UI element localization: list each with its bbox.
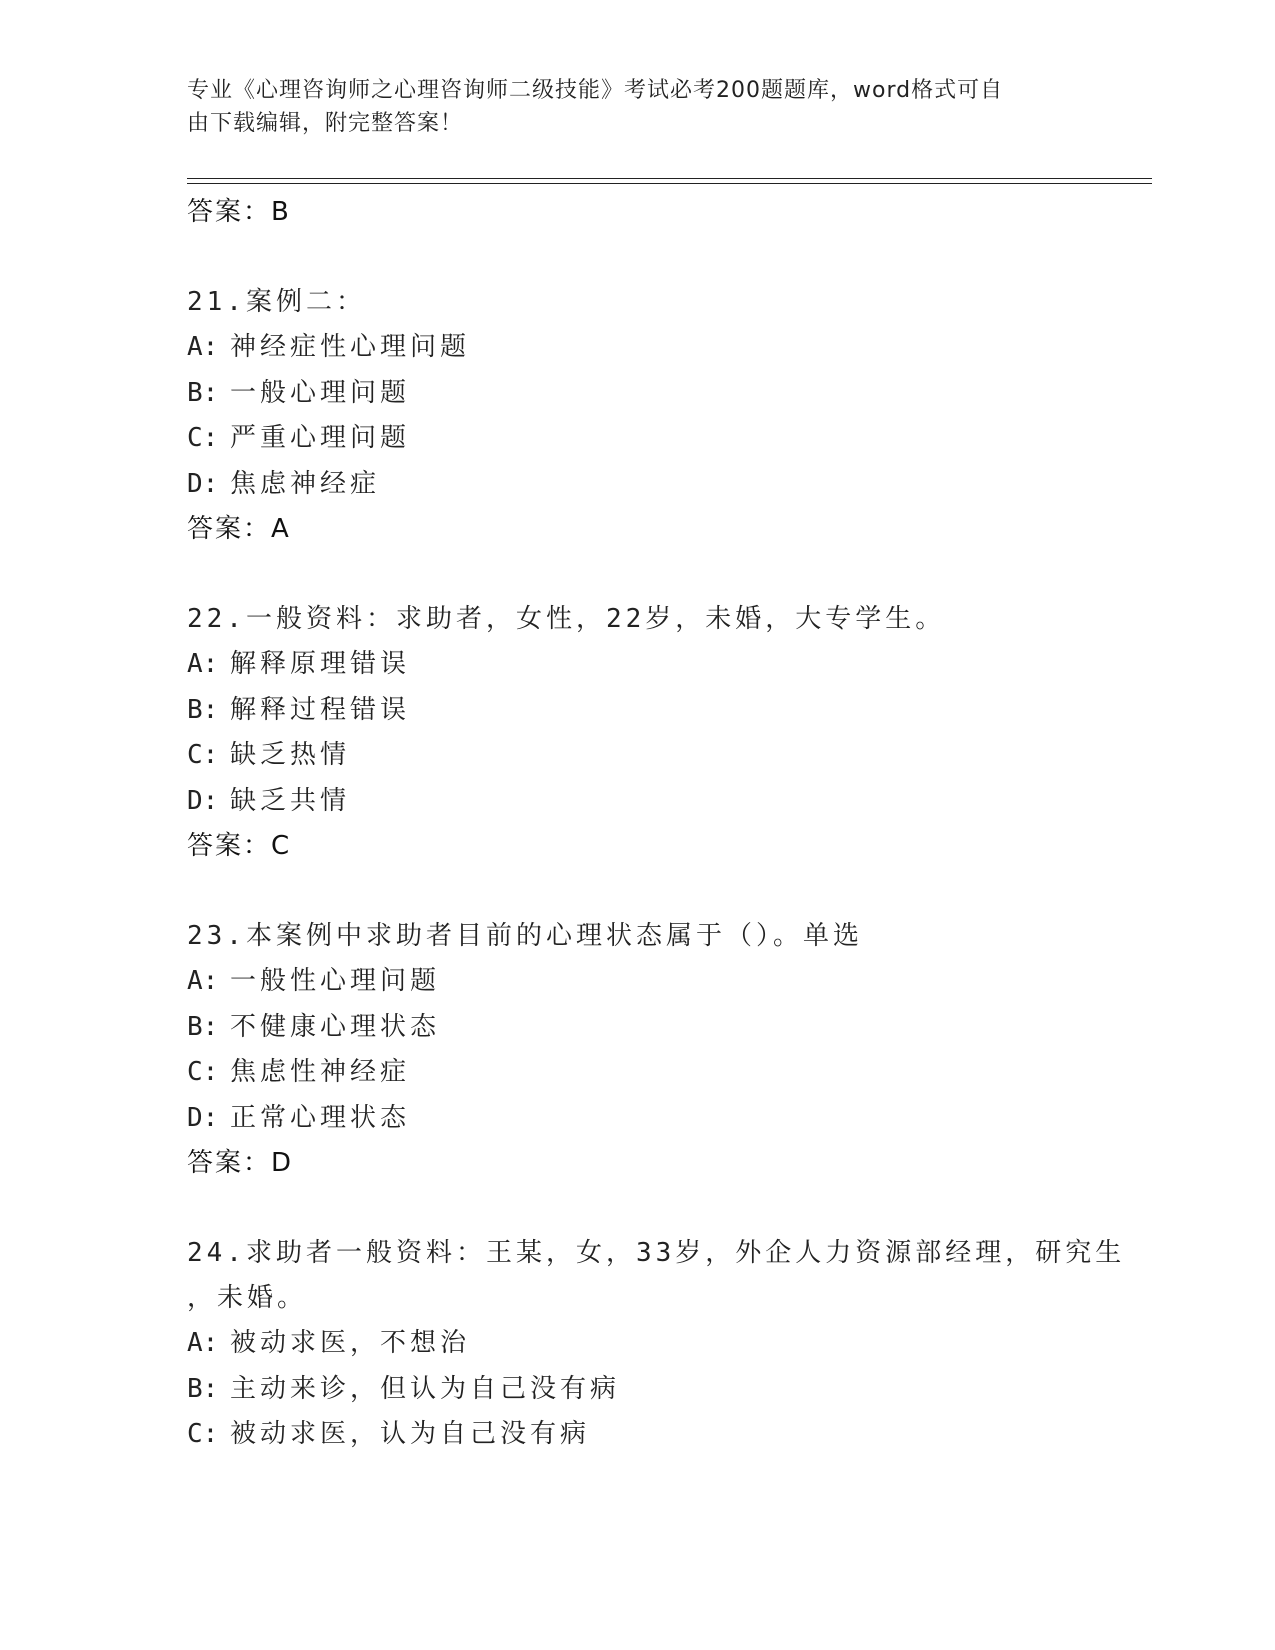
question-answer: 答案：D: [187, 1148, 294, 1178]
option-letter: A:: [187, 649, 219, 679]
option-a: [187, 959, 1147, 1005]
option-text: 正常心理状态: [230, 1102, 411, 1133]
header-line-2: 由下载编辑，附完整答案！: [187, 111, 464, 136]
option-letter: C:: [187, 1057, 219, 1087]
option-letter: A:: [187, 1328, 219, 1358]
option-letter: B:: [187, 694, 219, 725]
option-letter: D:: [187, 468, 219, 499]
option-c: [187, 1412, 1147, 1458]
option-text: 焦虑神经症: [230, 468, 381, 499]
option-b: [187, 1367, 1147, 1413]
question-title: 22.一般资料：求助者，女性，22岁，未婚，大专学生。: [187, 604, 946, 634]
option-text: 缺乏共情: [230, 785, 351, 816]
document-header: [187, 74, 1067, 140]
option-text: 不健康心理状态: [230, 1011, 441, 1042]
option-text: 缺乏热情: [230, 740, 351, 770]
option-d: [187, 1096, 1147, 1142]
option-letter: C:: [187, 1419, 219, 1449]
header-rule-bottom: [187, 183, 1152, 184]
option-text: 神经症性心理问题: [230, 332, 471, 362]
option-letter: D:: [187, 1102, 219, 1133]
option-text: 主动来诊，但认为自己没有病: [230, 1373, 621, 1404]
option-d: [187, 462, 1147, 508]
question-answer: 答案：C: [187, 831, 292, 861]
option-c: [187, 733, 1147, 779]
document-body: [187, 190, 1147, 1458]
question-22: [187, 597, 1147, 869]
option-d: [187, 779, 1147, 825]
option-text: 一般心理问题: [230, 377, 411, 408]
option-b: [187, 688, 1147, 734]
question-title: 23.本案例中求助者目前的心理状态属于（）。单选: [187, 921, 863, 951]
answer-previous: 答案：B: [187, 197, 291, 227]
question-23: [187, 914, 1147, 1186]
option-text: 解释原理错误: [230, 649, 411, 679]
option-letter: C:: [187, 423, 219, 453]
header-line-1: 专业《心理咨询师之心理咨询师二级技能》考试必考200题题库，word格式可自: [187, 78, 1004, 103]
option-letter: A:: [187, 332, 219, 362]
option-text: 严重心理问题: [230, 423, 411, 453]
option-letter: A:: [187, 966, 219, 996]
question-24: [187, 1231, 1147, 1458]
option-a: [187, 1321, 1147, 1367]
option-text: 一般性心理问题: [230, 966, 441, 996]
option-letter: B:: [187, 1373, 219, 1404]
option-letter: D:: [187, 785, 219, 816]
question-21: [187, 280, 1147, 552]
question-answer: 答案：A: [187, 514, 291, 544]
option-text: 被动求医，认为自己没有病: [230, 1419, 591, 1449]
option-c: [187, 1050, 1147, 1096]
option-text: 焦虑性神经症: [230, 1057, 411, 1087]
header-rule-top: [187, 178, 1152, 179]
option-c: [187, 416, 1147, 462]
option-text: 被动求医，不想治: [230, 1328, 471, 1358]
option-b: [187, 1005, 1147, 1051]
question-title: 24.求助者一般资料：王某，女，33岁，外企人力资源部经理，研究生: [187, 1238, 1126, 1268]
option-letter: B:: [187, 1011, 219, 1042]
option-b: [187, 371, 1147, 417]
option-a: [187, 325, 1147, 371]
question-title: 21.案例二：: [187, 287, 366, 317]
option-a: [187, 642, 1147, 688]
option-text: 解释过程错误: [230, 694, 411, 725]
option-letter: B:: [187, 377, 219, 408]
option-letter: C:: [187, 740, 219, 770]
question-title-continued: ，未婚。: [187, 1283, 308, 1313]
